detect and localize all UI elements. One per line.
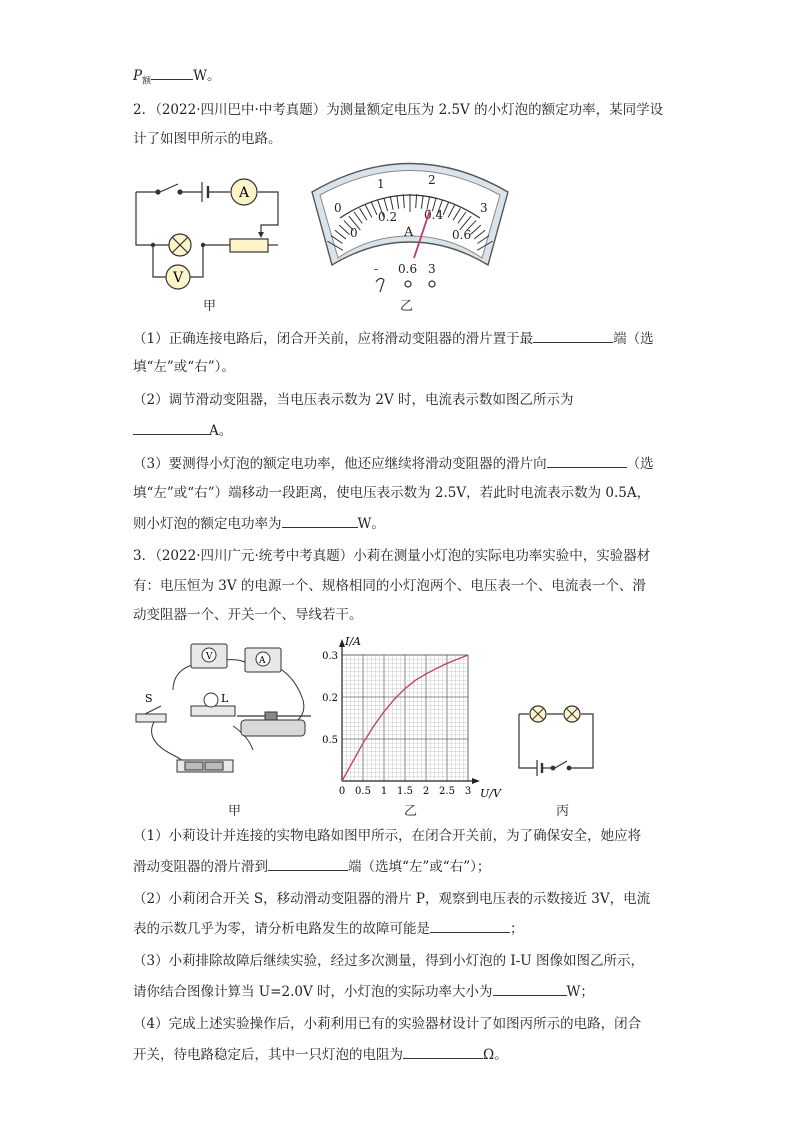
q3-part2-tail: ；: [510, 921, 524, 937]
q2-part3-text2: 则小灯泡的额定电功率为: [133, 516, 282, 532]
terminal-0.6: 0.6: [398, 262, 418, 276]
q3-blank-2[interactable]: [430, 918, 510, 933]
photo-label-S: S: [145, 692, 153, 705]
upper-scale-2: 2: [428, 173, 436, 187]
q3-part2-line1: （2）小莉闭合开关 S，移动滑动变阻器的滑片 P，观察到电压表的示数接近 3V，电流: [133, 891, 651, 907]
q2-part1-text: （1）正确连接电路后，闭合开关前，应将滑动变阻器的滑片置于最: [133, 331, 534, 347]
q3-apparatus-illustration: [133, 640, 323, 780]
q3-part1-line2: [133, 856, 490, 877]
terminal-3: 3: [428, 262, 436, 276]
ammeter-symbol-label: A: [238, 185, 250, 201]
q3-part4-text: 开关，待电路稳定后，其中一只灯泡的电阻为: [133, 1047, 403, 1063]
q2-blank-4[interactable]: [282, 513, 358, 528]
x-axis-label: U/V: [480, 787, 501, 800]
power-symbol: P: [133, 68, 143, 84]
x-tick-label: 1.5: [397, 786, 413, 797]
x-tick-label: 2.5: [439, 786, 455, 797]
q3-blank-4[interactable]: [403, 1044, 483, 1059]
q3-fig-bing-label: 丙: [556, 804, 570, 819]
photo-label-L: L: [221, 692, 229, 705]
q2-stem-line2: 计了如图甲所示的电路。: [133, 131, 282, 147]
q3-part4-line1: （4）完成上述实验操作后，小莉利用已有的实验器材设计了如图丙所示的电路，闭合: [133, 1016, 642, 1032]
q2-fig-yi-label: 乙: [400, 299, 414, 314]
q3-stem-line3: 动变阻器一个、开关一个、导线若干。: [133, 607, 363, 623]
q3-blank-3[interactable]: [493, 981, 567, 996]
q2-circuit-diagram: [128, 170, 288, 295]
q2-part1-line2: 填“左”或“右”）。: [133, 359, 235, 375]
q2-part1-line1: [133, 328, 654, 349]
q3-part2-line2: [133, 918, 524, 939]
lower-scale-2: 0.4: [424, 208, 444, 222]
q3-part4-tail: Ω。: [483, 1047, 508, 1063]
lower-scale-3: 0.6: [452, 228, 472, 242]
q2-blank-3[interactable]: [547, 453, 627, 468]
q3-fig-jia-label: 甲: [228, 804, 242, 819]
q3-part1-tail: 端（选填“左”或“右”）；: [348, 859, 491, 875]
rheostat-icon: [241, 720, 305, 736]
q3-bing-circuit: [515, 700, 605, 785]
q3-part2-text: 表的示数几乎为零，请分析电路发生的故障可能是: [133, 921, 430, 937]
unit-text: W。: [193, 68, 221, 84]
voltmeter-symbol-label: V: [172, 270, 184, 286]
q3-part3-text: 请你结合图像计算当 U=2.0V 时，小灯泡的实际功率大小为: [133, 984, 493, 1000]
q2-stem-line1: 2．（2022·四川巴中·中考真题）为测量额定电压为 2.5V 的小灯泡的额定功率，某同学设: [133, 102, 664, 118]
q3-part3-line1: （3）小莉排除故障后继续实验，经过多次测量，得到小灯泡的 I-U 图像如图乙所示，: [133, 953, 644, 969]
y-tick-label: 0.2: [322, 693, 338, 704]
switch-icon: [136, 714, 166, 722]
x-tick-label: 2: [422, 786, 430, 797]
iu-graph: [320, 635, 501, 800]
answer-blank[interactable]: [151, 65, 193, 80]
y-axis-label: I/A: [345, 635, 361, 648]
q2-fig-jia-label: 甲: [203, 299, 217, 314]
q3-part1-line1: （1）小莉设计并连接的实物电路如图甲所示，在闭合开关前，为了确保安全，她应将: [133, 828, 642, 844]
q2-part3-line3: [133, 513, 385, 534]
q3-part3-line2: [133, 981, 594, 1002]
upper-scale-0: 0: [334, 201, 342, 215]
svg-text:V: V: [206, 652, 213, 662]
q2-part3-line1: [133, 453, 654, 474]
q3-part1-text: 滑动变阻器的滑片滑到: [133, 859, 268, 875]
q2-part2-line1: （2）调节滑动变阻器，当电压表示数为 2V 时，电流表示数如图乙所示为: [133, 392, 574, 408]
q2-part3-tail: （选: [626, 456, 654, 472]
q2-part1-tail: 端（选: [613, 331, 654, 347]
x-tick-label: 0.5: [355, 786, 371, 797]
ammeter-dial: [310, 160, 510, 300]
q2-blank-1[interactable]: [533, 328, 613, 343]
q3-part3-tail: W；: [566, 984, 594, 1000]
svg-text:A: A: [259, 656, 266, 666]
top-fragment: [133, 65, 221, 92]
q2-part2-unit: A。: [209, 423, 233, 439]
x-tick-label: 1: [380, 786, 388, 797]
lower-scale-1: 0.2: [378, 210, 398, 224]
rheostat-icon: [230, 239, 268, 252]
lower-scale-0: 0: [350, 226, 358, 240]
q3-blank-1[interactable]: [268, 856, 348, 871]
power-subscript: 额: [142, 76, 152, 87]
q2-part3-text: （3）要测得小灯泡的额定电功率，他还应继续将滑动变阻器的滑片向: [133, 456, 547, 472]
q3-stem-line1: 3．（2022·四川广元·统考中考真题）小莉在测量小灯泡的实际电功率实验中，实验器材: [133, 548, 651, 564]
bulb-icon: [204, 693, 218, 707]
q3-fig-yi-label: 乙: [404, 804, 418, 819]
upper-scale-1: 1: [377, 177, 385, 191]
x-tick-label: 0: [338, 786, 346, 797]
q3-part4-line2: [133, 1044, 508, 1065]
upper-scale-3: 3: [480, 201, 488, 215]
q2-part2-line2: [133, 420, 232, 441]
dial-unit: A: [404, 225, 414, 240]
y-tick-label: 0.3: [322, 651, 338, 662]
y-tick-label: 0.5: [322, 735, 338, 746]
q2-part3-line2: 填“左”或“右”）端移动一段距离，使电压表示数为 2.5V，若此时电流表示数为 0.5A，: [133, 485, 651, 501]
x-tick-label: 3: [464, 786, 472, 797]
q3-stem-line2: 有：电压恒为 3V 的电源一个、规格相同的小灯泡两个、电压表一个、电流表一个、滑: [133, 578, 646, 594]
terminal-minus: -: [374, 262, 379, 276]
q2-blank-2[interactable]: [133, 420, 209, 435]
q2-part3-unit: W。: [357, 516, 385, 532]
